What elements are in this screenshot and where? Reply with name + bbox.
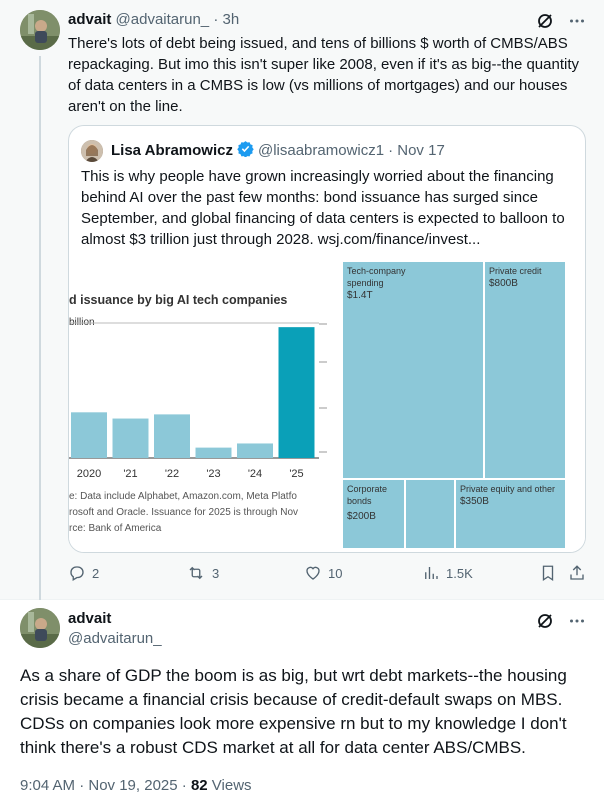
views-button[interactable] <box>422 564 473 582</box>
chart-tick-label-5: '25 <box>289 468 304 480</box>
treemap-value: $1.4T <box>347 290 373 301</box>
chart-note-line: e: Data include Alphabet, Amazon.com, Meta Platfo <box>69 491 297 502</box>
thread-line <box>39 56 41 600</box>
chart-bar-2 <box>154 414 190 458</box>
heart-icon <box>304 564 322 582</box>
bookmark-icon <box>539 564 557 582</box>
like-count: 10 <box>328 565 343 581</box>
quoted-avatar[interactable] <box>81 140 103 162</box>
reply-icon <box>68 564 86 582</box>
quoted-tweet-time[interactable]: · Nov 17 <box>388 142 445 159</box>
quoted-tweet-header <box>81 140 445 162</box>
main-tweet-author <box>68 610 111 628</box>
views-count: 1.5K <box>446 565 473 581</box>
chart-title: d issuance by big AI tech companies <box>69 293 288 307</box>
chart-tick-label-0: 2020 <box>76 468 102 480</box>
share-icon <box>568 564 586 582</box>
chart-bar-0 <box>71 412 107 458</box>
chart-tick-label-4: '24 <box>247 468 263 480</box>
bookmark-button[interactable] <box>539 564 557 582</box>
treemap-cell-tech-spending <box>343 262 483 478</box>
treemap-label: Tech-company spending <box>347 266 406 288</box>
quoted-media[interactable] <box>69 262 585 553</box>
chart-tick-label-2: '22 <box>164 468 180 480</box>
tweet-meta <box>20 777 252 795</box>
avatar[interactable] <box>20 10 60 50</box>
reply-button[interactable] <box>68 564 99 582</box>
chart-tick-label-1: '21 <box>123 468 138 480</box>
tweet-header-actions <box>536 612 586 635</box>
main-tweet-text: As a share of GDP the boom is as big, but wrt debt markets--the housing crisis became a financial crisis because of credit-default swaps on MBS. CDSs on companies look more expensive rn but to my knowledge I don't think there's a robust CDS market at all for data center ABS/CMBS. <box>20 666 567 757</box>
grok-icon[interactable] <box>536 12 554 30</box>
more-icon[interactable] <box>568 12 586 30</box>
chart-bar-5 <box>279 327 315 458</box>
treemap-value: $200B <box>347 511 376 522</box>
views-icon <box>422 564 440 582</box>
tweet-time[interactable]: · 3h <box>213 11 240 28</box>
treemap-label: Private credit <box>489 266 542 276</box>
chart-image[interactable] <box>69 262 327 553</box>
tweet-text: There's lots of debt being issued, and tens of billions $ worth of CMBS/ABS repackaging. But imo this isn't super like 2008, even if it's as big--the quantity of data centers in a CMBS is low (vs millions of mortgages) and our houses aren't on the line. <box>68 35 579 115</box>
chart-note <box>69 489 327 537</box>
chart-unit-label: billion <box>69 317 95 328</box>
treemap-cell-corporate-bonds <box>343 480 404 548</box>
treemap-value: $800B <box>489 278 518 289</box>
chart-note-line: rce: Bank of America <box>69 523 162 534</box>
chart-tick-label-3: '23 <box>206 468 221 480</box>
author-handle[interactable]: @advaitarun_ <box>68 630 162 647</box>
tweet-header <box>68 11 239 29</box>
treemap-cell-blank <box>406 480 454 548</box>
verified-badge-icon <box>237 140 254 162</box>
chart-bar-4 <box>237 443 273 458</box>
quoted-author-handle[interactable]: @lisaabramowicz1 <box>257 142 385 159</box>
chart-bar-3 <box>196 448 232 458</box>
tweet-timestamp[interactable]: 9:04 AM · Nov 19, 2025 · <box>20 777 191 794</box>
treemap-cell-private-equity <box>456 480 565 548</box>
repost-button[interactable] <box>186 564 219 582</box>
chart-note-line: rosoft and Oracle. Issuance for 2025 is through Nov <box>69 507 299 518</box>
author-name[interactable]: advait <box>68 11 112 28</box>
repost-icon <box>186 564 206 582</box>
quoted-tweet[interactable] <box>68 125 586 553</box>
share-button[interactable] <box>568 564 586 582</box>
author-name[interactable]: advait <box>68 610 112 627</box>
tweet-header-actions <box>536 12 586 30</box>
views-count: 82 <box>190 777 208 794</box>
grok-icon[interactable] <box>536 612 554 635</box>
repost-count: 3 <box>212 565 220 581</box>
treemap-value: $350B <box>460 496 489 507</box>
views-label: Views <box>207 777 252 794</box>
quoted-author-name[interactable]: Lisa Abramowicz <box>111 142 233 159</box>
treemap-label: Private equity and other <box>460 484 556 494</box>
treemap-cell-private-credit <box>485 262 565 478</box>
avatar[interactable] <box>20 608 60 648</box>
quoted-tweet-text: This is why people have grown increasingly worried about the financing behind AI over the past few months: bond issuance has surged since September, and global financing of data centers is expected to balloon to almost $3 trillion just through 2028. wsj.com/finance/invest... <box>81 168 565 248</box>
chart-bar-1 <box>113 419 149 458</box>
treemap-image[interactable] <box>327 262 585 553</box>
treemap-label: Corporate bonds <box>347 484 388 506</box>
reply-count: 2 <box>92 565 100 581</box>
like-button[interactable] <box>304 564 342 582</box>
more-icon[interactable] <box>568 612 586 635</box>
author-handle[interactable]: @advaitarun_ <box>115 11 210 28</box>
bar-chart <box>69 262 327 488</box>
tweet-actions <box>68 564 588 586</box>
